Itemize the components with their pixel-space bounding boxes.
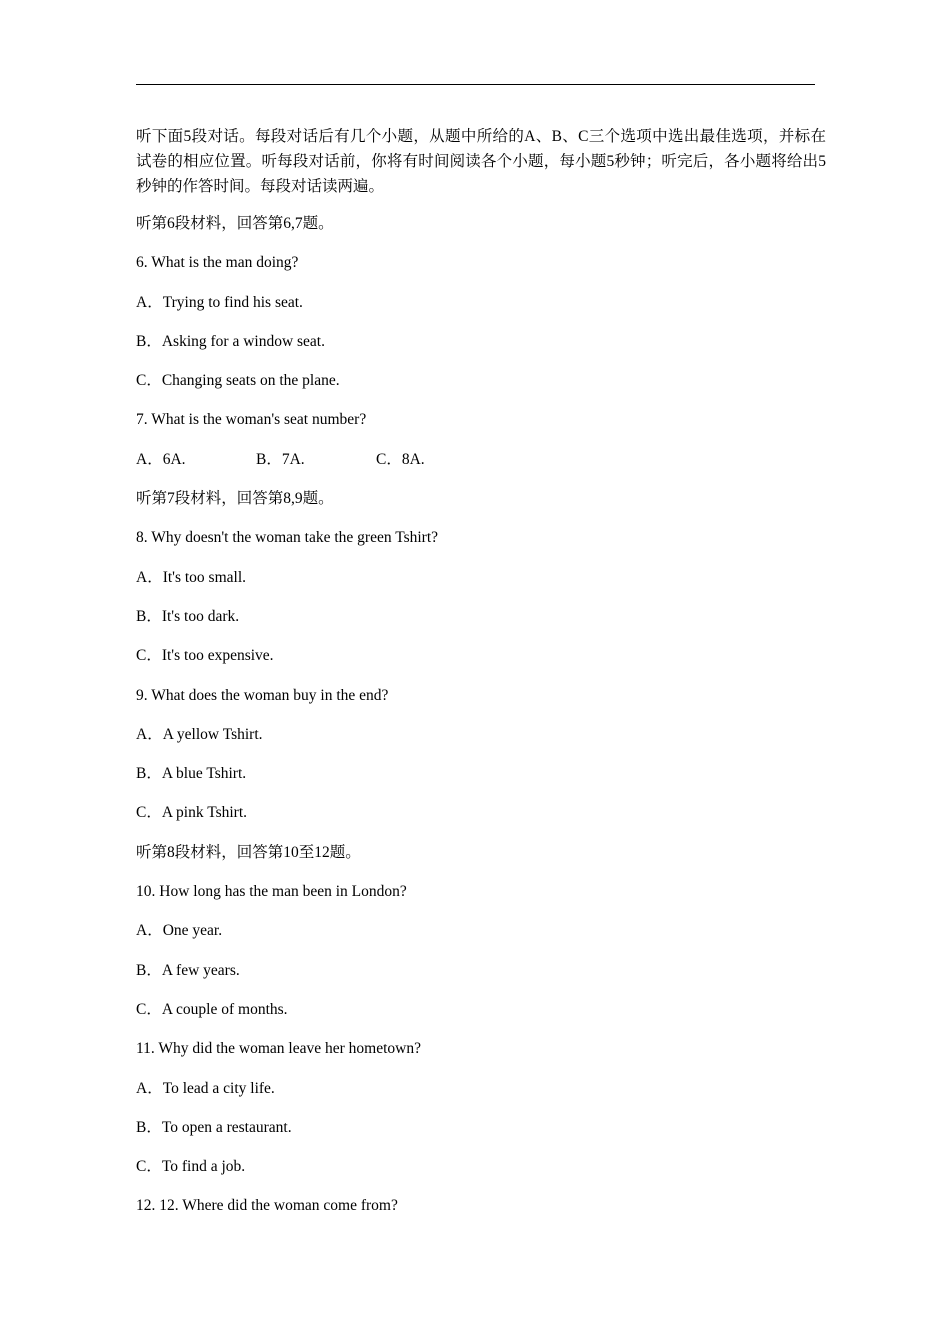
question-stem: 6. What is the man doing? [136, 254, 299, 272]
answer-option: C．A pink Tshirt. [136, 804, 248, 822]
answer-option: C．To find a job. [136, 1158, 246, 1176]
answer-option: A．It's too small. [136, 568, 246, 586]
answer-option: A．6A. [136, 450, 186, 468]
question-stem: 10. How long has the man been in London? [136, 883, 407, 901]
question-stem: 8. Why doesn't the woman take the green Tshirt? [136, 529, 439, 547]
answer-options-row [136, 449, 826, 488]
answer-option: B．To open a restaurant. [136, 1118, 292, 1136]
question-stem: 9. What does the woman buy in the end? [136, 686, 389, 704]
answer-option: B．Asking for a window seat. [136, 332, 325, 350]
section-heading: 听第8段材料，回答第10至12题。 [136, 843, 361, 861]
section-heading: 听第6段材料，回答第6,7题。 [136, 215, 334, 232]
answer-option: A．One year. [136, 922, 223, 940]
answer-option: B．A blue Tshirt. [136, 765, 247, 783]
question-stem: 7. What is the woman's seat number? [136, 411, 367, 429]
section-instructions: 听下面5段对话。每段对话后有几个小题，从题中所给的A、B、C三个选项中选出最佳选项，并标在试卷的相应位置。听每段对话前，你将有时间阅读各个小题，每小题5秒钟；听完后，各小题将给出5秒钟的作答时间。每段对话读两遍。 [136, 128, 826, 195]
answer-option: C．A couple of months. [136, 1000, 288, 1018]
answer-option: C．It's too expensive. [136, 647, 274, 665]
question-stem: 12. 12. Where did the woman come from? [136, 1197, 398, 1215]
answer-option: C．Changing seats on the plane. [136, 372, 340, 390]
header-rule [136, 84, 815, 85]
answer-option: B．7A. [256, 450, 305, 468]
question-stem: 11. Why did the woman leave her hometown? [136, 1040, 421, 1058]
answer-option: A．Trying to find his seat. [136, 293, 303, 311]
answer-option: B．It's too dark. [136, 607, 240, 625]
answer-option: A．To lead a city life. [136, 1079, 275, 1097]
document-body [136, 124, 826, 1235]
answer-option: B．A few years. [136, 961, 240, 979]
answer-option: A．A yellow Tshirt. [136, 725, 263, 743]
answer-option: C．8A. [376, 450, 425, 468]
section-heading: 听第7段材料，回答第8,9题。 [136, 490, 334, 508]
